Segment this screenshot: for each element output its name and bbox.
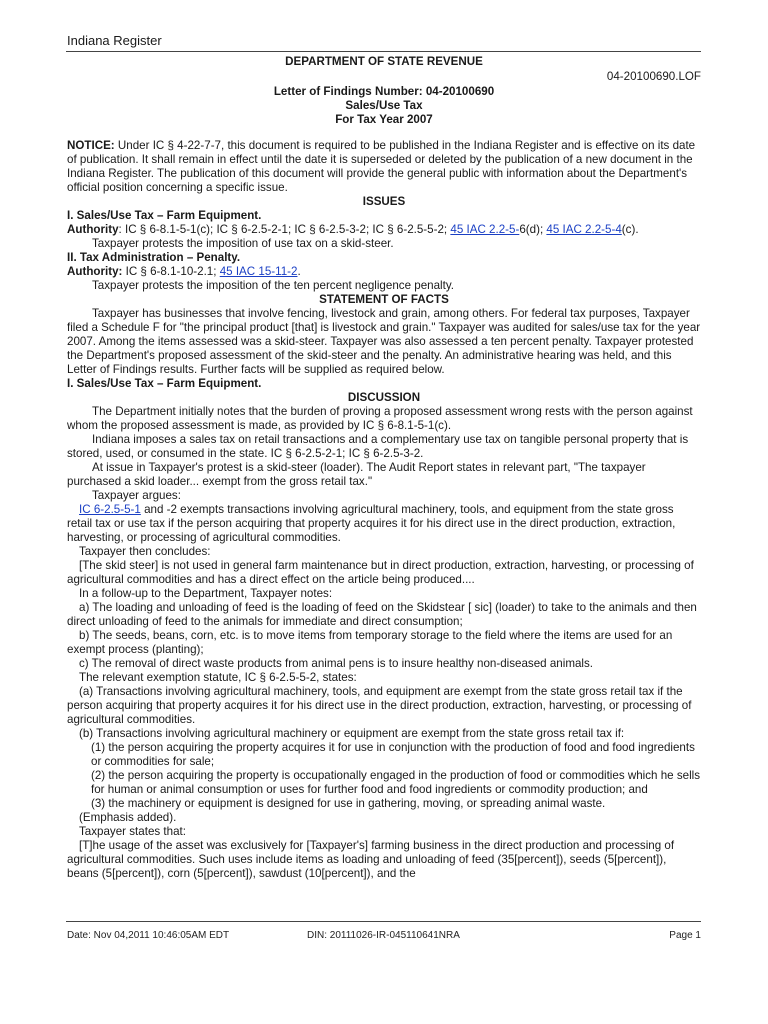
ic-6-2-5-5-1-link[interactable]: IC 6-2.5-5-1 [79, 503, 141, 516]
statute-text: (3) the machinery or equipment is designed for use in gathering, moving, or spreading animal waste. [91, 797, 606, 810]
document-id: 04-20100690.LOF [606, 70, 701, 83]
issue-1-authority [67, 223, 701, 237]
iac-15-11-2-link[interactable]: 45 IAC 15-11-2 [219, 265, 298, 278]
iac-2-2-5-link[interactable]: 45 IAC 2.2-5- [450, 223, 520, 236]
statute-item-b1 [67, 741, 701, 769]
footer-rule [66, 921, 701, 922]
taxpayer-quote: [The skid steer] is not used in general farm maintenance but in direct production, extraction, harvesting, or processing of agricultural commodities and has a direct effect on the article being produced.... [67, 559, 694, 586]
issue-2-authority [67, 265, 701, 279]
authority-citations: : IC § 6-8.1-5-1(c); IC § 6-2.5-2-1; IC § 6-2.5-3-2; IC § 6-2.5-5-2; [118, 223, 451, 236]
tax-subject: Sales/Use Tax [345, 99, 423, 112]
authority-citation-text: 6(d); [519, 223, 547, 236]
emphasis-note: (Emphasis added). [79, 811, 177, 824]
statute-text: (2) the person acquiring the property is occupationally engaged in the production of food or commodities which he sells for human or animal consumption or uses for further food and food ingredients or commodity production; and [91, 769, 701, 796]
iac-2-2-5-4-link[interactable]: 45 IAC 2.2-5-4 [546, 223, 622, 236]
section-1-title: I. Sales/Use Tax – Farm Equipment. [67, 377, 262, 390]
notice-paragraph [67, 139, 701, 195]
statute-text: (1) the person acquiring the property acquires it for use in conjunction with the production of food and food ingredients or commodities for sale; [91, 741, 695, 768]
statute-item-b: (b) Transactions involving agricultural machinery or equipment are exempt from the state gross retail tax if: [79, 727, 625, 740]
quote-item-c: c) The removal of direct waste products from animal pens is to insure healthy non-diseased animals. [79, 657, 594, 670]
quote-text: and -2 exempts transactions involving agricultural machinery, tools, and equipment from the state gross retail tax or use tax if the person acquiring that property acquires it for his direct use in the direct production, extraction, harvesting, or processing of agricultural commodities. [67, 503, 676, 544]
discussion-paragraph: Taxpayer then concludes: [79, 545, 211, 558]
notice-text: Under IC § 4-22-7-7, this document is required to be published in the Indiana Register and is effective on its date of publication. It shall remain in effect until the date it is superseded or deleted by the publication of a new document in the Indiana Register. The publication of this document will provide the general public with information about the Department's official position concerning a specific issue. [67, 139, 696, 194]
notice-label: NOTICE: [67, 139, 115, 152]
authority-label: Authority: [67, 265, 123, 278]
authority-citation-end: . [297, 265, 301, 278]
lof-number: Letter of Findings Number: 04-20100690 [273, 85, 495, 98]
authority-citations: IC § 6-8.1-10-2.1; [122, 265, 220, 278]
facts-paragraph: Taxpayer has businesses that involve fencing, livestock and grain, among others. For federal tax purposes, Taxpayer filed a Schedule F for "the principal product [that] is livestock and grain." Taxpayer was audited for sales/use tax for the year 2007. Among the items assessed was a skid-steer. Taxpayer was also assessed a ten percent penalty. Taxpayer protested the Department's proposed assessment of the skid-steer and the penalty. An administrative hearing was held, and this Letter of Findings results. Further facts will be supplied as required below. [67, 307, 701, 376]
authority-citation-end: (c). [621, 223, 639, 236]
discussion-paragraph: Indiana imposes a sales tax on retail transactions and a complementary use tax on tangible personal property that is stored, used, or consumed in the state. IC § 6-2.5-2-1; IC § 6-2.5-3-2. [67, 433, 689, 460]
statute-item-b3 [67, 797, 701, 811]
statute-item-a: (a) Transactions involving agricultural machinery, tools, and equipment are exempt from the state gross retail tax if the person acquiring that property acquires it for his direct use in the direct production, extraction, harvesting, or processing of agricultural commodities. [67, 685, 692, 726]
running-header: Indiana Register [67, 33, 162, 48]
document-body [67, 52, 701, 881]
discussion-paragraph: The Department initially notes that the burden of proving a proposed assessment wrong rests with the person against whom the proposed assessment is made, as provided by IC § 6-8.1-5-1(c). [67, 405, 693, 432]
issue-1-title: I. Sales/Use Tax – Farm Equipment. [67, 209, 262, 222]
issue-1-protest: Taxpayer protests the imposition of use tax on a skid-steer. [92, 237, 394, 250]
discussion-paragraph: In a follow-up to the Department, Taxpayer notes: [79, 587, 333, 600]
department-title: DEPARTMENT OF STATE REVENUE [285, 55, 483, 68]
discussion-heading: DISCUSSION [347, 391, 421, 404]
footer-date: Date: Nov 04,2011 10:46:05AM EDT [67, 930, 230, 941]
footer-din: DIN: 20111026-IR-045110641NRA [307, 930, 460, 941]
issue-2-title: II. Tax Administration – Penalty. [67, 251, 241, 264]
discussion-paragraph: Taxpayer argues: [92, 489, 181, 502]
issue-2-protest: Taxpayer protests the imposition of the ten percent negligence penalty. [92, 279, 454, 292]
facts-heading: STATEMENT OF FACTS [319, 293, 449, 306]
discussion-paragraph: The relevant exemption statute, IC § 6-2.5-5-2, states: [79, 671, 357, 684]
quote-item-b: b) The seeds, beans, corn, etc. is to move items from temporary storage to the field where the items are used for an exempt process (planting); [67, 629, 673, 656]
taxpayer-quote [67, 503, 701, 545]
tax-year: For Tax Year 2007 [335, 113, 433, 126]
authority-label: Authority [67, 223, 119, 236]
discussion-paragraph: Taxpayer states that: [79, 825, 186, 838]
issues-heading: ISSUES [362, 195, 406, 208]
quote-item-a: a) The loading and unloading of feed is the loading of feed on the Skidstear [ sic] (loader) to take to the animals and then direct unloading of feed to the animals for immediate and direct consumption; [67, 601, 697, 628]
footer-page: Page 1 [669, 930, 701, 941]
discussion-paragraph: At issue in Taxpayer's protest is a skid-steer (loader). The Audit Report states in relevant part, "The taxpayer purchased a skid loader... exempt from the gross retail tax." [67, 461, 646, 488]
taxpayer-quote: [T]he usage of the asset was exclusively for [Taxpayer's] farming business in the direct production and processing of agricultural commodities. Such uses include items as loading and unloading of feed (35[percent]), seeds (5[percent]), beans (5[percent]), corn (5[percent]), sawdust (10[percent]), and the [67, 839, 675, 880]
statute-item-b2 [67, 769, 701, 797]
